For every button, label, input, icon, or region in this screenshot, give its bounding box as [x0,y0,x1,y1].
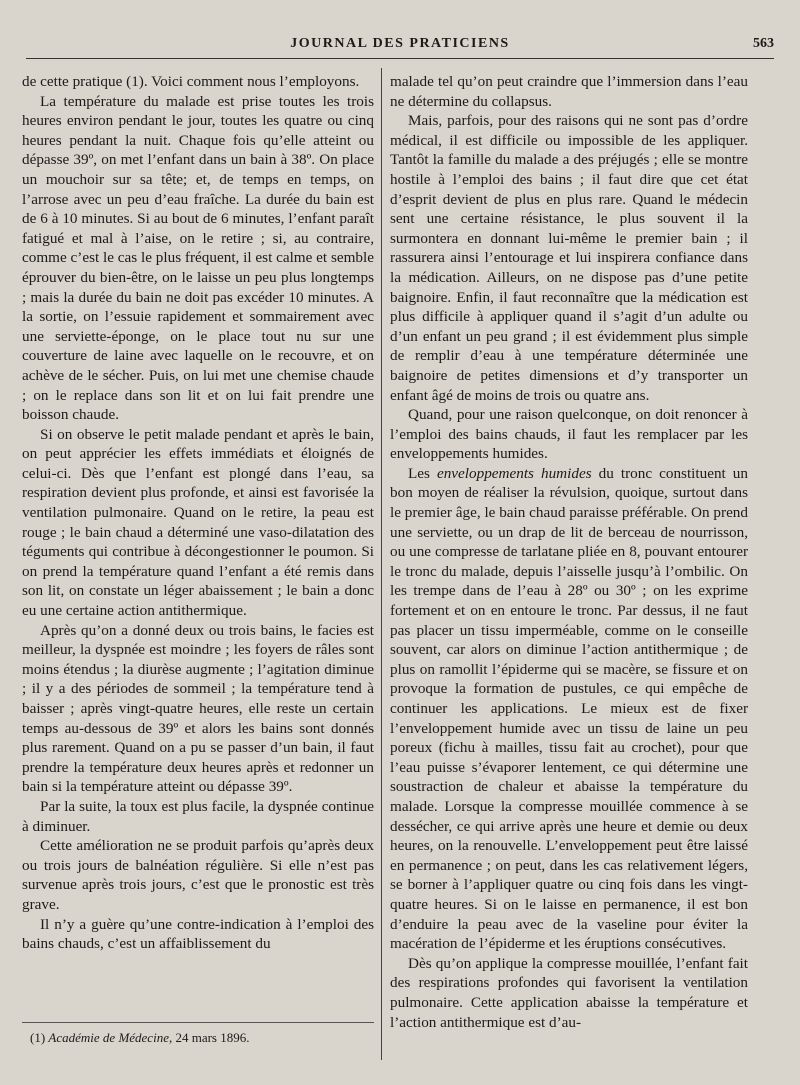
paragraph: Mais, parfois, pour des raisons qui ne sont pas d’ordre médical, il est difficile ou impossible de les appliquer. Tantôt la famille du malade a des préjugés ; elle se montre hostile à l’emploi des bains ; il faut dire que cet état d’esprit devient de plus en plus rare. Quand le médecin sent une certaine résistance, le plus souvent il la surmontera en donnant lui-même le premier bain ; il rassurera ainsi l’entourage et lui inspirera confiance dans la médication. Ailleurs, on ne dispose pas d’une petite baignoire. Enfin, il faut reconnaître que la médication est plus difficile à appliquer quand il s’agit d’un adulte ou d’un enfant un peu grand ; il est évidemment plus simple de remplir d’eau à une température déterminée une baignoire de petites dimensions et d’y transporter un enfant âgé de moins de trois ou quatre ans. [390,112,748,404]
italic-term: enveloppements humides [436,464,592,482]
right-column [390,72,748,1032]
paragraph [390,464,748,954]
paragraph: Par la suite, la toux est plus facile, la dyspnée continue à diminuer. [22,797,374,835]
paragraph-lead: Les [408,464,437,482]
paragraph: Si on observe le petit malade pendant et après le bain, on peut apprécier les effets immédiats et éloignés de celui-ci. Dès que l’enfant est plongé dans l’eau, sa respiration devient plus profonde, et ainsi est favorisée la ventilation pulmonaire. Quand on le retire, la peau est rouge ; le bain chaud a déterminé une vaso-dilatation des téguments qui contribue à décongestionner le poumon. Si on prend la température quand l’enfant a été remis dans son lit, on constate un léger abaissement ; le bain a donc eu une certaine action antithermique. [22,425,374,620]
running-title: JOURNAL DES PRATICIENS [290,36,510,51]
footnote-marker: (1) [30,1030,49,1045]
footnote-date: , 24 mars 1896. [168,1030,250,1045]
page-header [26,30,774,59]
footnote-rule [22,1022,374,1023]
footnote [30,1030,374,1046]
paragraph-body: du tronc constituent un bon moyen de réaliser la révulsion, quoique, surtout dans le premier âge, le bain chaud paraisse préférable. On prend une serviette, ou un drap de lit de berceau de nourrisson, ou une compresse de tarlatane pliée en 8, pouvant entourer le tronc du malade, depuis l’aisselle jusqu’à l’ombilic. On les trempe dans de l’eau à 28º ou 30º ; on les exprime fortement et on en entoure le tronc. Par dessus, il ne faut pas placer un tissu imperméable, comme on le conseille souvent, car alors on diminue l’action antithermique ; de plus on ramollit l’épiderme qui se macère, se fissure et on provoque la formation de pustules, ce qui empêche de continuer les applications. Le mieux est de fixer l’enveloppement humide avec un tissu de laine un peu poreux (fichu à mailles, tissu fait au crochet), pour que l’eau puisse s’évaporer lentement, ce qui détermine une soustraction de chaleur et abaisse la température du malade. Lorsque la compresse mouillée commence à se dessécher, ce qui arrive après une heure et demie ou deux heures, on la renouvelle. L’enveloppement peut être laissé en permanence ; on peut, dans les cas relativement légers, se borner à l’appliquer quatre ou cinq fois dans les vingt-quatre heures. Si on le laisse en permanence, il est bon d’enduire la peau avec de la vaseline pour éviter la macération de l’épiderme et les éruptions consécutives. [390,464,748,953]
paragraph: Il n’y a guère qu’une contre-indication à l’emploi des bains chauds, c’est un affaiblissement du [22,915,374,953]
paragraph: de cette pratique (1). Voici comment nous l’employons. [22,73,360,90]
paragraph: Cette amélioration ne se produit parfois qu’après deux ou trois jours de balnéation régulière. Si elle n’est pas survenue après trois jours, c’est que le pronostic est très grave. [22,837,374,913]
left-column [22,72,374,954]
column-divider [381,68,382,1060]
footnote-source: Académie de Médecine [48,1030,169,1045]
paragraph: Quand, pour une raison quelconque, on doit renoncer à l’emploi des bains chauds, il faut les remplacer par les enveloppements humides. [390,406,748,463]
paragraph: malade tel qu’on peut craindre que l’immersion dans l’eau ne détermine du collapsus. [390,73,748,110]
paragraph: La température du malade est prise toutes les trois heures environ pendant le jour, toutes les quatre ou cinq heures pendant la nuit. Chaque fois qu’elle atteint ou dépasse 39º, on met l’enfant dans un bain à 38º. On place un mouchoir sur sa tête; et, de temps en temps, on l’arrose avec un peu d’eau fraîche. La durée du bain est de 6 à 10 minutes. Si au bout de 6 minutes, l’enfant paraît fatigué et mal à l’aise, on le retire ; si, au contraire, comme c’est le cas le plus fréquent, il est calme et semble éprouver du bien-être, on le laisse un peu plus longtemps ; mais la durée du bain ne doit pas excéder 10 minutes. A la sortie, on l’essuie rapidement et sommairement avec une serviette-éponge, on le place tout nu sur une couverture de laine avec laquelle on le recouvre, et on achève de le sécher. Puis, on lui met une chemise chaude ; on le replace dans son lit et on lui fait prendre une boisson chaude. [22,92,374,424]
page-number: 563 [753,36,774,51]
paragraph: Dès qu’on applique la compresse mouillée, l’enfant fait des respirations profondes qui favorisent la ventilation pulmonaire. Cette application abaisse la température et l’action antithermique est d’au- [390,954,748,1031]
paragraph: Après qu’on a donné deux ou trois bains, le facies est meilleur, la dyspnée est moindre ; les foyers de râles sont moins étendus ; la diurèse augmente ; l’agitation diminue ; il y a des périodes de sommeil ; la température tend à baisser ; après vingt-quatre heures, elle reste un certain temps au-dessous de 39º et alors les bains sont donnés plus rarement. Quand on a pu se passer d’un bain, il faut prendre la température deux heures après et redonner un bain si la température atteint ou dépasse 39º. [22,621,374,796]
